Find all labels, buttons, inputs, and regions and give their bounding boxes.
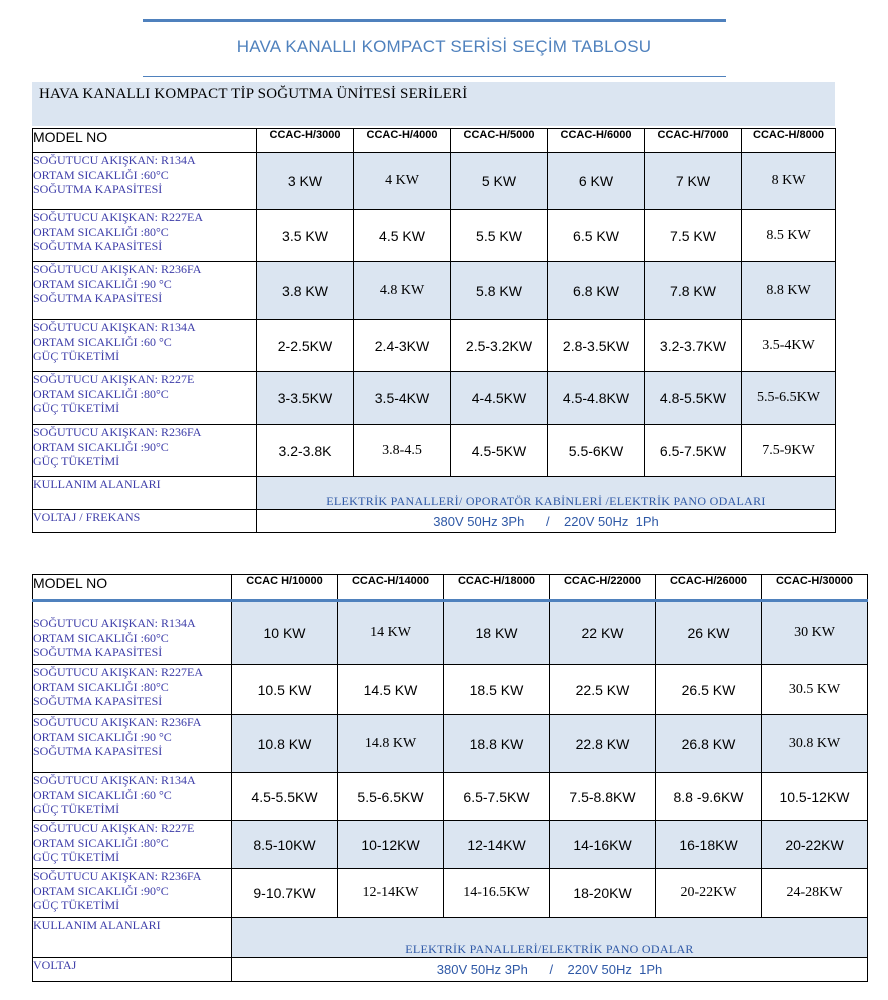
value-cell: 20-22KW [656, 869, 762, 918]
row-label: SOĞUTUCU AKIŞKAN: R236FA ORTAM SICAKLIĞI :90 °C SOĞUTMA KAPASİTESİ [33, 715, 232, 773]
value-cell: 4.8-5.5KW [645, 372, 742, 425]
value-cell: 5.5 KW [451, 210, 548, 262]
value-cell: 9-10.7KW [232, 869, 338, 918]
value-cell: 2.5-3.2KW [451, 320, 548, 372]
value-cell: 4.5-5.5KW [232, 773, 338, 821]
value-cell: 26.8 KW [656, 715, 762, 773]
value-cell: 22.8 KW [550, 715, 656, 773]
value-cell: 18.5 KW [444, 665, 550, 715]
model-no-label: MODEL NO [33, 575, 232, 601]
value-cell: 7.5-9KW [742, 425, 836, 477]
voltage-value: 380V 50Hz 3Ph / 220V 50Hz 1Ph [232, 958, 868, 982]
voltage-row [33, 958, 868, 982]
value-cell: 4.8 KW [354, 262, 451, 320]
table-row [33, 210, 836, 262]
value-cell: 8 KW [742, 153, 836, 210]
value-cell: 3.5-4KW [354, 372, 451, 425]
value-cell: 18.8 KW [444, 715, 550, 773]
row-label: SOĞUTUCU AKIŞKAN: R134A ORTAM SICAKLIĞI :60°C SOĞUTMA KAPASİTESİ [33, 153, 257, 210]
value-cell: 6.5-7.5KW [645, 425, 742, 477]
model-header: CCAC-H/3000 [257, 129, 354, 153]
value-cell: 22.5 KW [550, 665, 656, 715]
voltage-value: 380V 50Hz 3Ph / 220V 50Hz 1Ph [257, 510, 836, 533]
value-cell: 14.8 KW [338, 715, 444, 773]
model-no-label: MODEL NO [33, 129, 257, 153]
value-cell: 20-22KW [762, 821, 868, 869]
model-header: CCAC-H/22000 [550, 575, 656, 601]
value-cell: 16-18KW [656, 821, 762, 869]
value-cell: 4.5-5KW [451, 425, 548, 477]
usage-value: ELEKTRİK PANALLERİ/ELEKTRİK PANO ODALAR [232, 918, 868, 958]
value-cell: 5 KW [451, 153, 548, 210]
document-title: HAVA KANALLI KOMPACT SERİSİ SEÇİM TABLOSU [236, 37, 652, 56]
table-row [33, 320, 836, 372]
row-label: SOĞUTUCU AKIŞKAN: R134A ORTAM SICAKLIĞI :60°C SOĞUTMA KAPASİTESİ [33, 601, 232, 665]
row-label: SOĞUTUCU AKIŞKAN: R236FA ORTAM SICAKLIĞI :90°C GÜÇ TÜKETİMİ [33, 425, 257, 477]
value-cell: 3.5 KW [257, 210, 354, 262]
table-row [33, 153, 836, 210]
table1-heading: HAVA KANALLI KOMPACT TİP SOĞUTMA ÜNİTESİ SERİLERİ [39, 86, 468, 102]
value-cell: 12-14KW [338, 869, 444, 918]
row-label: SOĞUTUCU AKIŞKAN: R227E ORTAM SICAKLIĞI :80°C GÜÇ TÜKETİMİ [33, 821, 232, 869]
value-cell: 2-2.5KW [257, 320, 354, 372]
value-cell: 8.5 KW [742, 210, 836, 262]
value-cell: 6.5 KW [548, 210, 645, 262]
voltage-label: VOLTAJ [33, 958, 232, 982]
usage-value: ELEKTRİK PANALLERİ/ OPORATÖR KABİNLERİ /ELEKTRİK PANO ODALARI [257, 477, 836, 510]
model-header: CCAC-H/5000 [451, 129, 548, 153]
value-cell: 26 KW [656, 601, 762, 665]
value-cell: 10.5 KW [232, 665, 338, 715]
table-row [33, 665, 868, 715]
value-cell: 10.8 KW [232, 715, 338, 773]
table-row [33, 869, 868, 918]
voltage-row [33, 510, 836, 533]
voltage-label: VOLTAJ / FREKANS [33, 510, 257, 533]
value-cell: 3.8 KW [257, 262, 354, 320]
value-cell: 6 KW [548, 153, 645, 210]
value-cell: 10.5-12KW [762, 773, 868, 821]
value-cell: 2.4-3KW [354, 320, 451, 372]
top-rule [143, 19, 726, 22]
value-cell: 3.8-4.5 [354, 425, 451, 477]
model-header: CCAC-H/8000 [742, 129, 836, 153]
value-cell: 10-12KW [338, 821, 444, 869]
value-cell: 4.5 KW [354, 210, 451, 262]
value-cell: 30.5 KW [762, 665, 868, 715]
value-cell: 7.8 KW [645, 262, 742, 320]
value-cell: 14.5 KW [338, 665, 444, 715]
usage-label: KULLANIM ALANLARI [33, 918, 232, 958]
value-cell: 3 KW [257, 153, 354, 210]
model-header: CCAC-H/26000 [656, 575, 762, 601]
table-row [33, 773, 868, 821]
row-label: SOĞUTUCU AKIŞKAN: R227EA ORTAM SICAKLIĞI :80°C SOĞUTMA KAPASİTESİ [33, 210, 257, 262]
model-header: CCAC-H/30000 [762, 575, 868, 601]
value-cell: 3-3.5KW [257, 372, 354, 425]
value-cell: 22 KW [550, 601, 656, 665]
row-label: SOĞUTUCU AKIŞKAN: R134A ORTAM SICAKLIĞI :60 °C GÜÇ TÜKETİMİ [33, 773, 232, 821]
value-cell: 7.5 KW [645, 210, 742, 262]
selection-table-1 [32, 128, 836, 533]
row-label: SOĞUTUCU AKIŞKAN: R236FA ORTAM SICAKLIĞI :90°C GÜÇ TÜKETİMİ [33, 869, 232, 918]
value-cell: 14-16KW [550, 821, 656, 869]
value-cell: 18 KW [444, 601, 550, 665]
selection-table-2 [32, 574, 868, 982]
value-cell: 5.5-6.5KW [338, 773, 444, 821]
value-cell: 8.5-10KW [232, 821, 338, 869]
value-cell: 4.5-4.8KW [548, 372, 645, 425]
usage-row [33, 918, 868, 958]
value-cell: 5.5-6KW [548, 425, 645, 477]
value-cell: 7 KW [645, 153, 742, 210]
value-cell: 2.8-3.5KW [548, 320, 645, 372]
model-header: CCAC H/10000 [232, 575, 338, 601]
value-cell: 4 KW [354, 153, 451, 210]
table-row [33, 372, 836, 425]
value-cell: 30 KW [762, 601, 868, 665]
row-label: SOĞUTUCU AKIŞKAN: R134A ORTAM SICAKLIĞI :60 °C GÜÇ TÜKETİMİ [33, 320, 257, 372]
model-header: CCAC-H/7000 [645, 129, 742, 153]
value-cell: 26.5 KW [656, 665, 762, 715]
model-header: CCAC-H/14000 [338, 575, 444, 601]
row-label: SOĞUTUCU AKIŞKAN: R227E ORTAM SICAKLIĞI :80°C GÜÇ TÜKETİMİ [33, 372, 257, 425]
value-cell: 8.8 KW [742, 262, 836, 320]
row-label: SOĞUTUCU AKIŞKAN: R236FA ORTAM SICAKLIĞI :90 °C SOĞUTMA KAPASİTESİ [33, 262, 257, 320]
value-cell: 12-14KW [444, 821, 550, 869]
row-label: SOĞUTUCU AKIŞKAN: R227EA ORTAM SICAKLIĞI :80°C SOĞUTMA KAPASİTESİ [33, 665, 232, 715]
value-cell: 6.5-7.5KW [444, 773, 550, 821]
usage-row [33, 477, 836, 510]
value-cell: 3.2-3.7KW [645, 320, 742, 372]
usage-label: KULLANIM ALANLARI [33, 477, 257, 510]
table-row [33, 425, 836, 477]
table-row [33, 262, 836, 320]
value-cell: 3.5-4KW [742, 320, 836, 372]
model-header: CCAC-H/4000 [354, 129, 451, 153]
value-cell: 6.8 KW [548, 262, 645, 320]
value-cell: 7.5-8.8KW [550, 773, 656, 821]
table-row [33, 715, 868, 773]
value-cell: 30.8 KW [762, 715, 868, 773]
title-underline [143, 76, 726, 77]
table-row [33, 821, 868, 869]
value-cell: 14 KW [338, 601, 444, 665]
table-row [33, 601, 868, 665]
value-cell: 3.2-3.8K [257, 425, 354, 477]
model-header: CCAC-H/18000 [444, 575, 550, 601]
model-header: CCAC-H/6000 [548, 129, 645, 153]
value-cell: 4-4.5KW [451, 372, 548, 425]
value-cell: 14-16.5KW [444, 869, 550, 918]
value-cell: 5.5-6.5KW [742, 372, 836, 425]
value-cell: 8.8 -9.6KW [656, 773, 762, 821]
value-cell: 10 KW [232, 601, 338, 665]
value-cell: 18-20KW [550, 869, 656, 918]
value-cell: 5.8 KW [451, 262, 548, 320]
value-cell: 24-28KW [762, 869, 868, 918]
